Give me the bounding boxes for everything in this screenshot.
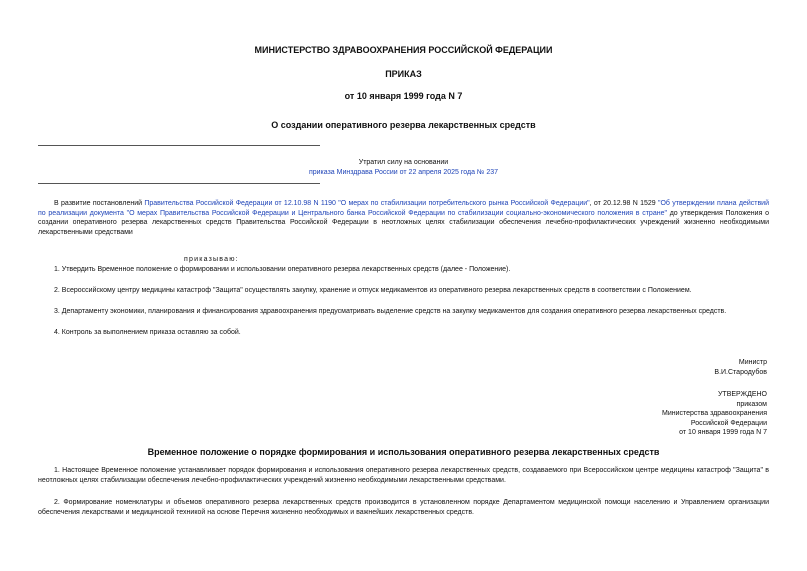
approval-line-4: Российской Федерации	[690, 419, 767, 427]
signature-position: Министр	[738, 359, 767, 366]
preamble-text-1: В развитие постановлений	[54, 200, 145, 207]
divider-top	[38, 145, 320, 146]
signature-name: В.И.Стародубов	[714, 368, 767, 376]
divider-bottom	[38, 183, 320, 184]
doc-type-heading: ПРИКАЗ	[385, 69, 422, 79]
approval-line-1: УТВЕРЖДЕНО	[717, 391, 767, 398]
lost-force-basis-link[interactable]: приказа Минздрава России от 22 апреля 2025 года № 237	[308, 169, 499, 176]
preamble-text-2: , от 20.12.98 N 1529	[589, 200, 658, 207]
ministry-heading: МИНИСТЕРСТВО ЗДРАВООХРАНЕНИЯ РОССИЙСКОЙ ФЕДЕРАЦИИ	[254, 45, 553, 55]
approval-line-2: приказом	[736, 400, 767, 408]
annex-paragraph-2: 2. Формирование номенклатуры и объемов оперативного резерва лекарственных средств производится в установленном порядке Департаментом медицинской помощи населению и Управлением организации обеспечения лекарствами и медицинской техникой на основе Перечня жизненно необходимых и важнейших лекарственных средств.	[38, 499, 769, 516]
preamble-text-3: до утверждения Положения о создании оперативного резерва лекарственных средств Правительства Российской Федерации в неотложных целях стабилизации обеспечения лечебно-профилактических учреждений жизненно необходимыми лекарственными средствами	[38, 209, 769, 236]
approval-line-5: от 10 января 1999 года N 7	[679, 429, 767, 436]
signature-block	[714, 358, 767, 377]
lost-force-note: Утратил силу на основании	[358, 159, 449, 166]
approval-line-3: Министерства здравоохранения	[662, 410, 767, 417]
annex-title: Временное положение о порядке формирования и использования оперативного резерва лекарственных средств	[147, 447, 660, 457]
order-item-4: 4. Контроль за выполнением приказа оставляю за собой.	[54, 329, 241, 336]
subject-heading: О создании оперативного резерва лекарственных средств	[271, 120, 536, 130]
date-number-heading: от 10 января 1999 года N 7	[344, 91, 463, 101]
preamble-link-1190[interactable]: Правительства Российской Федерации от 12.10.98 N 1190 "О мерах по стабилизации потребительского рынка Российской Федерации"	[144, 200, 590, 207]
approval-block	[662, 390, 767, 438]
order-item-2: 2. Всероссийскому центру медицины катастроф "Защита" осуществлять закупку, хранение и отпуск медикаментов из оперативного резерва лекарственных средств в соответствии с Положением.	[54, 287, 692, 294]
order-word: приказываю:	[184, 256, 239, 263]
preamble-link-1529[interactable]: "Об утверждении плана действий по реализации документа "О мерах Правительства Российской Федерации и Центрального банка Российской Федерации по стабилизации социально-экономического положения в стране"	[38, 200, 769, 217]
annex-paragraph-1: 1. Настоящее Временное положение устанавливает порядок формирования и использования оперативного резерва лекарственных средств, создаваемого при Всероссийском центре медицины катастроф "Защита" в неотложных целях стабилизации обеспечения лечебно-профилактических учреждений жизненно необходимыми лекарственными средствами.	[38, 467, 769, 484]
order-item-3: 3. Департаменту экономики, планирования и финансирования здравоохранения предусматривать выделение средств на закупку медикаментов для создания оперативного резерва лекарственных средств.	[54, 308, 727, 315]
order-item-1: 1. Утвердить Временное положение о формировании и использовании оперативного резерва лекарственных средств (далее - Положение).	[54, 266, 511, 273]
preamble-paragraph	[38, 199, 769, 237]
